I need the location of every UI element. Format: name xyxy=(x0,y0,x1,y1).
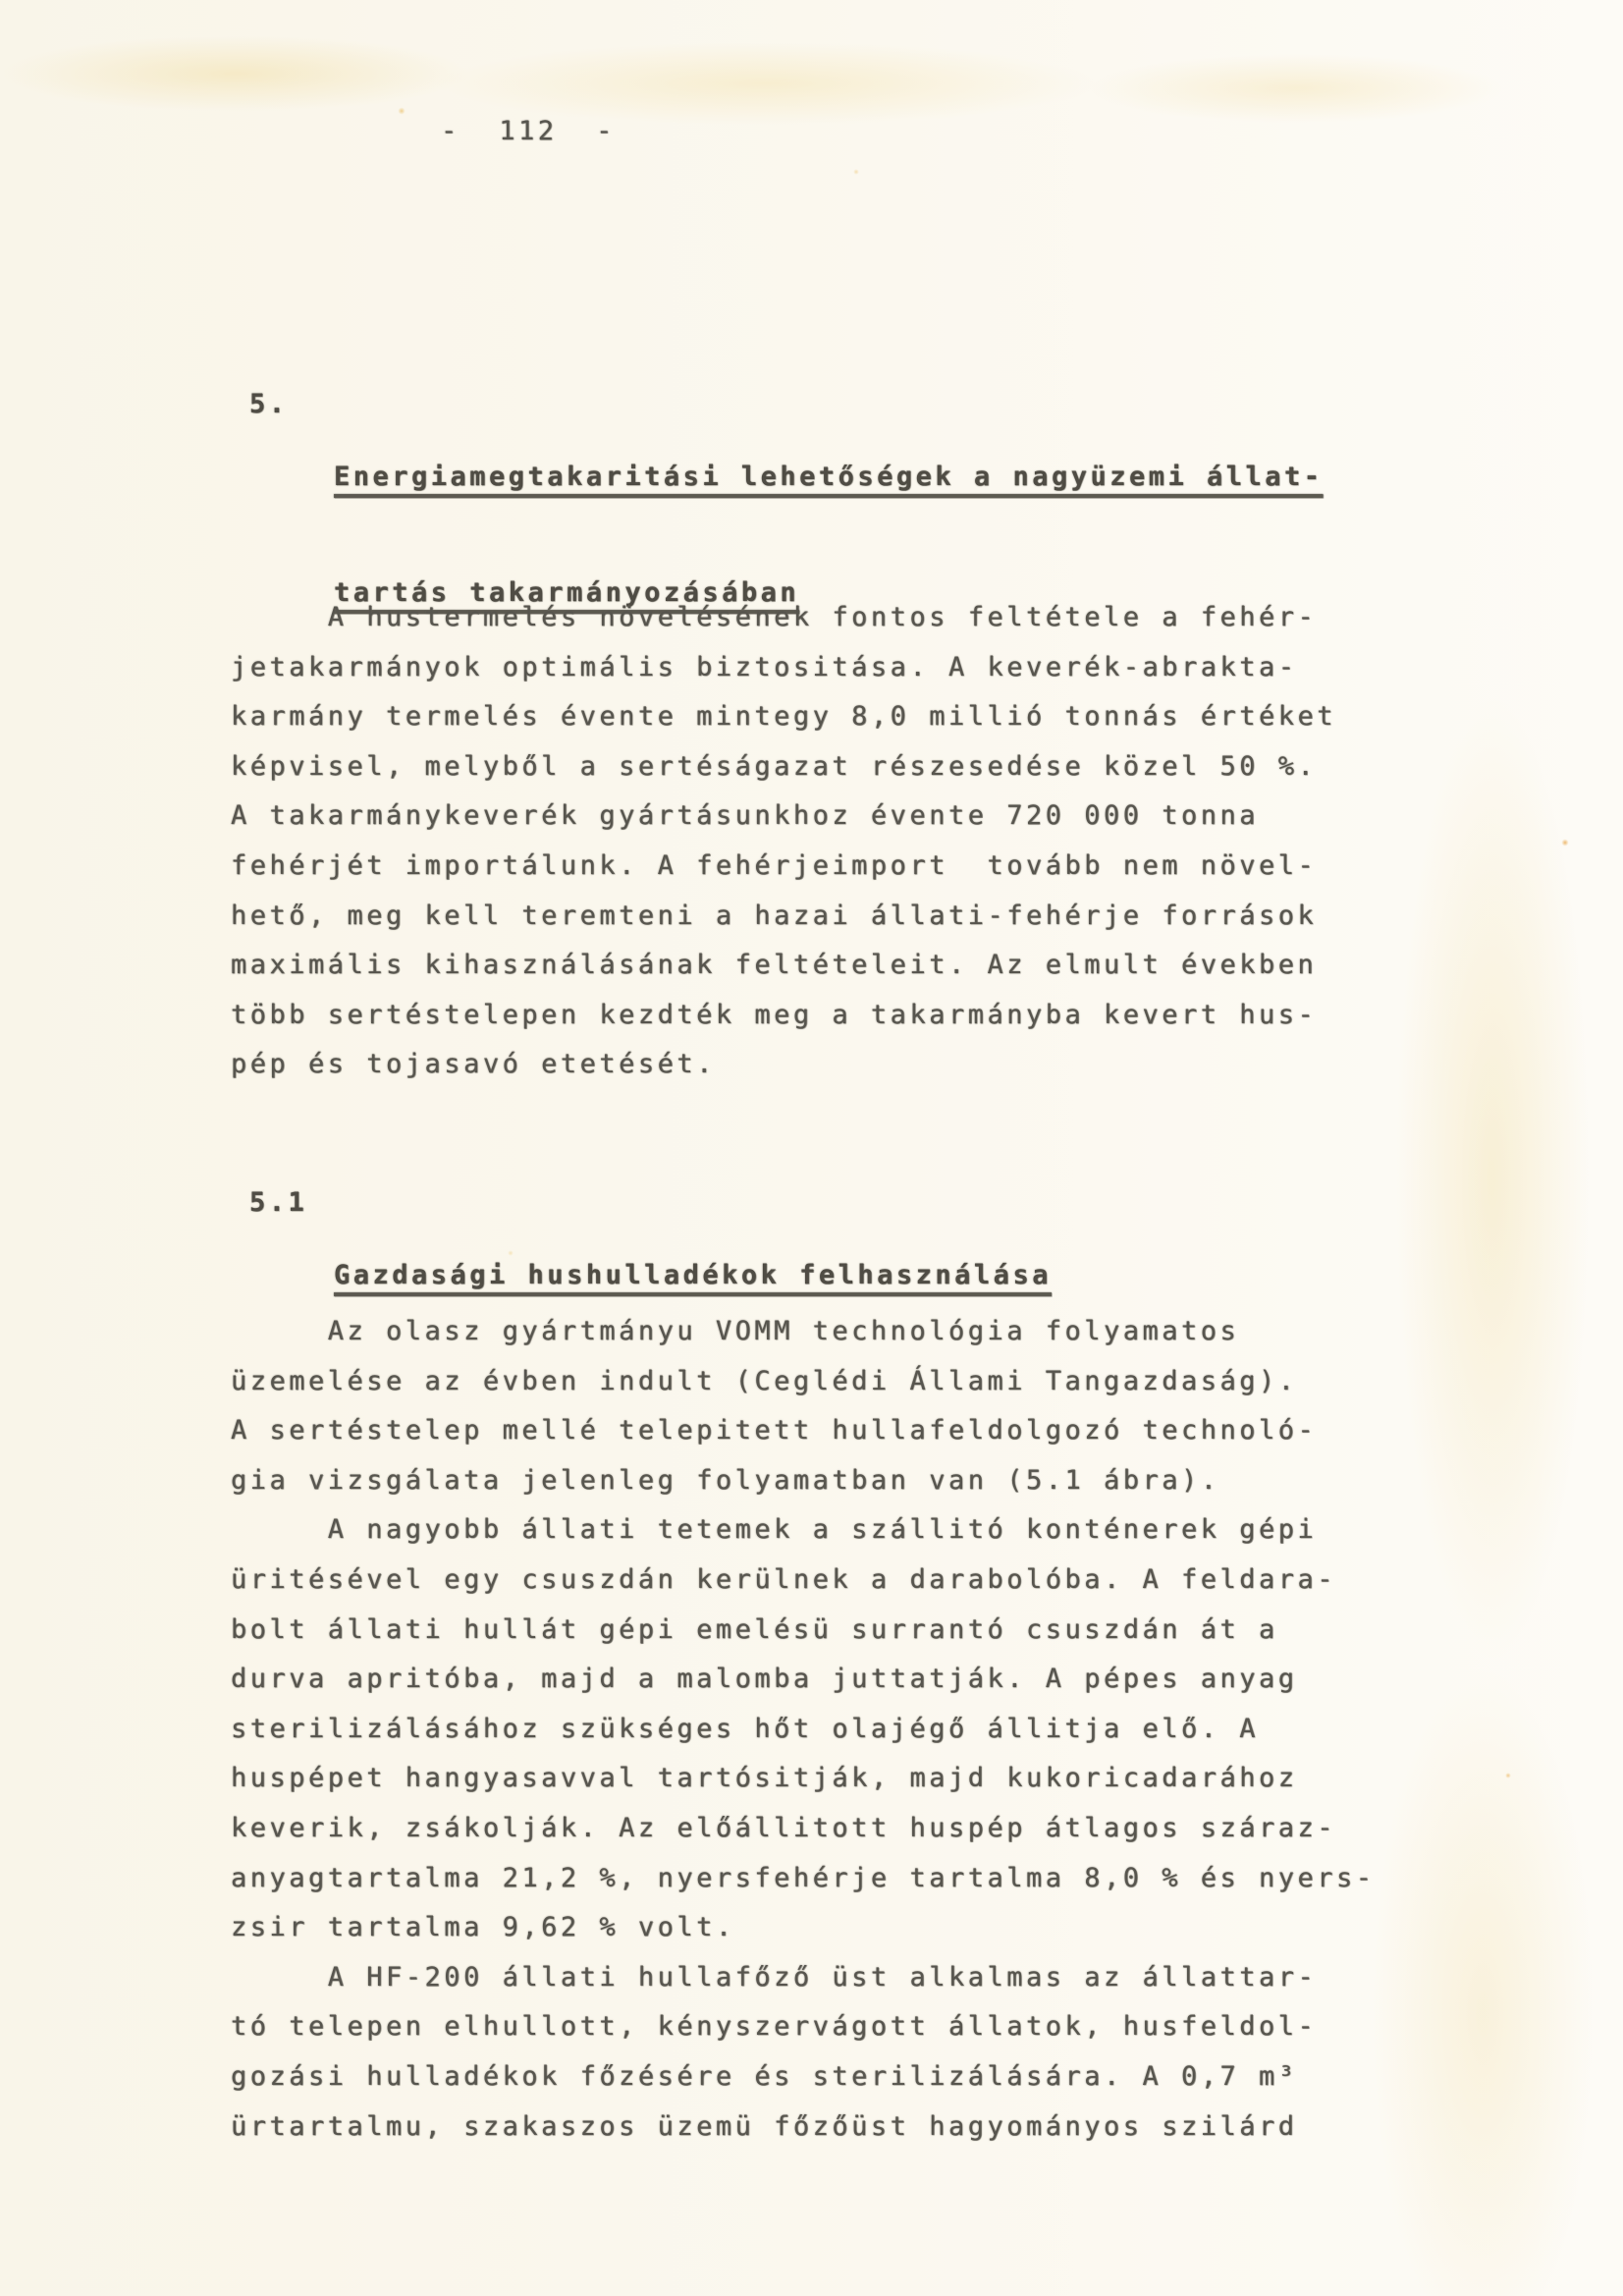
text-line: üritésével egy csuszdán kerülnek a darabolóba. A feldara- xyxy=(231,1563,1337,1595)
page-number xyxy=(441,116,616,146)
text-line: A sertéstelep mellé telepitett hullafeldolgozó technoló- xyxy=(231,1415,1318,1447)
section-5-number: 5. xyxy=(249,389,289,419)
text-line: keverik, zsákolják. Az előállitott huspép átlagos száraz- xyxy=(231,1812,1337,1843)
text-line: anyagtartalma 21,2 %, nyersfehérje tartalma 8,0 % és nyers- xyxy=(231,1862,1376,1893)
text-line: A takarmánykeverék gyártásunkhoz évente 720 000 tonna xyxy=(231,800,1260,832)
section-5-1-number: 5.1 xyxy=(249,1187,308,1218)
text-line: karmány termelés évente mintegy 8,0 millió tonnás értéket xyxy=(231,701,1337,733)
text-line: jetakarmányok optimális biztositása. A keverék-abrakta- xyxy=(231,651,1298,683)
text-line: üzemelése az évben indult (Ceglédi Állami Tangazdaság). xyxy=(231,1365,1298,1396)
text-line: A nagyobb állati tetemek a szállitó konténerek gépi xyxy=(231,1514,1318,1546)
text-line: fehérjét importálunk. A fehérjeimport tovább nem növel- xyxy=(231,849,1318,881)
text-line: gozási hulladékok főzésére és sterilizálására. A 0,7 m³ xyxy=(231,2060,1298,2092)
text-line: tó telepen elhullott, kényszervágott állatok, husfeldol- xyxy=(231,2011,1318,2043)
paragraphs-meat-waste xyxy=(231,1307,1376,2152)
text-line: A hustermelés növelésének fontos feltétele a fehér- xyxy=(231,602,1318,632)
text-line: Az olasz gyártmányu VOMM technológia folyamatos xyxy=(231,1316,1240,1346)
text-line: képvisel, melyből a sertéságazat részesedése közel 50 %. xyxy=(231,750,1318,782)
section-5-1-title-line-1: Gazdasági hushulladékok felhasználása xyxy=(334,1260,1052,1290)
page-number-right-dash: - xyxy=(596,116,616,146)
page-number-spacer-left xyxy=(460,116,500,146)
text-line: ürtartalmu, szakaszos üzemü főzőüst hagyományos szilárd xyxy=(231,2110,1298,2142)
page-number-left-dash: - xyxy=(441,116,460,146)
text-line: több sertéstelepen kezdték meg a takarmányba kevert hus- xyxy=(231,999,1318,1030)
text-line: A HF-200 állati hullafőző üst alkalmas az állattar- xyxy=(231,1961,1318,1993)
text-line: pép és tojasavó etetését. xyxy=(231,1049,716,1080)
page-number-spacer-right xyxy=(558,116,597,146)
text-line: zsir tartalma 9,62 % volt. xyxy=(231,1912,735,1943)
text-line: hető, meg kell teremteni a hazai állati-fehérje források xyxy=(231,900,1318,931)
text-line: durva apritóba, majd a malomba juttatják. A pépes anyag xyxy=(231,1664,1298,1695)
paragraph-energy-feed xyxy=(231,593,1336,1090)
text-line: gia vizsgálata jelenleg folyamatban van (5.1 ábra). xyxy=(231,1464,1220,1496)
text-line: maximális kihasználásának feltételeit. Az elmult években xyxy=(231,950,1318,981)
text-line: sterilizálásához szükséges hőt olajégő állitja elő. A xyxy=(231,1713,1260,1744)
text-line: huspépet hangyasavval tartósitják, majd kukoricadarához xyxy=(231,1763,1298,1794)
page-number-value: 112 xyxy=(499,116,558,146)
section-5-title-line-1: Energiamegtakaritási lehetőségek a nagyüzemi állat- xyxy=(334,462,1324,492)
text-line: bolt állati hullát gépi emelésü surrantó csuszdán át a xyxy=(231,1613,1278,1645)
section-5-title-line-2: tartás takarmányozásában xyxy=(334,577,800,608)
